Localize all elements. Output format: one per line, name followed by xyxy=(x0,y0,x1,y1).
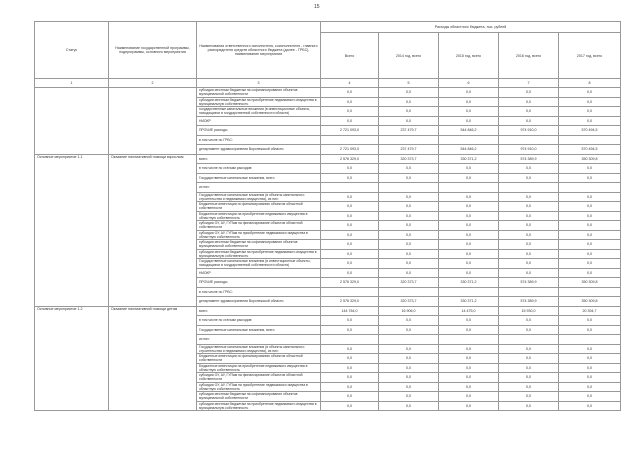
value-cell: 0,0 xyxy=(321,221,379,231)
value-cell: 0,0 xyxy=(321,249,379,259)
status-cell: Основное мероприятие 1.1 xyxy=(35,154,109,306)
value-cell: 574 389,9 xyxy=(499,154,559,164)
value-cell: 974 910,0 xyxy=(499,145,559,155)
row-label: субсидии местным бюджетам на софинансирование объектов муниципальной собственности xyxy=(197,392,321,402)
col-number: 1 xyxy=(35,79,109,88)
value-cell: 574 389,9 xyxy=(499,278,559,288)
value-cell: 0,0 xyxy=(439,392,499,402)
value-cell: 0,0 xyxy=(321,192,379,202)
value-cell: 0,0 xyxy=(379,240,439,250)
value-cell: 0,0 xyxy=(439,211,499,221)
row-label: в том числе по ГРБС: xyxy=(197,287,321,297)
value-cell: 0,0 xyxy=(499,249,559,259)
value-cell: 0,0 xyxy=(559,373,621,383)
header-year-2017: 2017 год, всего xyxy=(559,33,621,79)
value-cell: 0,0 xyxy=(379,316,439,326)
row-label: Бюджетные инвестиции по финансированию объектов областной собственности xyxy=(197,354,321,364)
value-cell: 0,0 xyxy=(379,173,439,183)
value-cell: 0,0 xyxy=(321,373,379,383)
value-cell: 0,0 xyxy=(321,354,379,364)
row-label: Государственные капитальные вложения (в объекты капитального строительства и недвижимого имущества), из них: xyxy=(197,192,321,202)
value-cell xyxy=(499,335,559,345)
header-year-2016: 2016 год, всего xyxy=(499,33,559,79)
value-cell: 0,0 xyxy=(321,268,379,278)
status-cell xyxy=(35,88,109,155)
value-cell: 0,0 xyxy=(559,249,621,259)
value-cell: 0,0 xyxy=(379,373,439,383)
value-cell: 0,0 xyxy=(559,88,621,98)
value-cell xyxy=(321,135,379,145)
value-cell: 544 846,2 xyxy=(439,126,499,136)
value-cell: 0,0 xyxy=(439,363,499,373)
value-cell: 0,0 xyxy=(499,230,559,240)
row-label: всего xyxy=(197,154,321,164)
value-cell: 0,0 xyxy=(379,392,439,402)
program-cell: Оказание паллиативной помощи взрослым xyxy=(109,154,197,306)
row-label: департамент здравоохранения Воронежской области xyxy=(197,145,321,155)
value-cell: 0,0 xyxy=(499,164,559,174)
value-cell: 0,0 xyxy=(559,259,621,269)
value-cell xyxy=(379,183,439,193)
value-cell: 350 309,8 xyxy=(559,278,621,288)
value-cell: 0,0 xyxy=(321,173,379,183)
row-label: НИОКР xyxy=(197,116,321,126)
value-cell: 0,0 xyxy=(559,316,621,326)
value-cell: 0,0 xyxy=(559,382,621,392)
value-cell: 0,0 xyxy=(439,107,499,117)
value-cell: 0,0 xyxy=(379,164,439,174)
value-cell: 0,0 xyxy=(499,240,559,250)
row-label: Государственные капитальные вложения, всего xyxy=(197,325,321,335)
value-cell: 0,0 xyxy=(499,107,559,117)
value-cell xyxy=(499,287,559,297)
status-cell: Основное мероприятие 1.2 xyxy=(35,306,109,411)
value-cell: 570 494,5 xyxy=(559,145,621,155)
row-label: субсидии ОУ, АУ, ГУПам на финансирование объектов областной собственности xyxy=(197,221,321,231)
value-cell: 0,0 xyxy=(321,164,379,174)
value-cell xyxy=(439,135,499,145)
page-number: 15 xyxy=(314,4,320,10)
table-row xyxy=(35,88,621,98)
value-cell: 330 371,2 xyxy=(439,297,499,307)
value-cell: 0,0 xyxy=(321,316,379,326)
row-label: НИОКР xyxy=(197,268,321,278)
value-cell: 0,0 xyxy=(559,116,621,126)
value-cell: 0,0 xyxy=(321,392,379,402)
value-cell xyxy=(559,287,621,297)
value-cell: 14 475,0 xyxy=(439,306,499,316)
col-number: 8 xyxy=(559,79,621,88)
value-cell: 144 764,0 xyxy=(321,306,379,316)
col-number: 3 xyxy=(197,79,321,88)
value-cell: 0,0 xyxy=(559,240,621,250)
value-cell: 330 371,2 xyxy=(439,154,499,164)
value-cell: 0,0 xyxy=(499,173,559,183)
value-cell: 320 373,7 xyxy=(379,278,439,288)
row-label: Бюджетные инвестиции на приобретение недвижимого имущества в областную собственность xyxy=(197,363,321,373)
value-cell: 0,0 xyxy=(321,240,379,250)
value-cell: 0,0 xyxy=(499,211,559,221)
value-cell: 0,0 xyxy=(321,202,379,212)
row-label: Бюджетные инвестиции на приобретение недвижимого имущества в областную собственность xyxy=(197,211,321,221)
value-cell: 0,0 xyxy=(499,354,559,364)
col-number: 6 xyxy=(439,79,499,88)
value-cell xyxy=(321,335,379,345)
value-cell: 0,0 xyxy=(379,259,439,269)
value-cell: 0,0 xyxy=(321,116,379,126)
budget-table-sheet xyxy=(34,21,620,411)
row-label: Бюджетные инвестиции по финансированию объектов областной собственности xyxy=(197,202,321,212)
value-cell xyxy=(559,335,621,345)
value-cell xyxy=(321,183,379,193)
value-cell: 0,0 xyxy=(321,259,379,269)
value-cell: 0,0 xyxy=(439,116,499,126)
value-cell: 0,0 xyxy=(499,97,559,107)
value-cell: 0,0 xyxy=(379,202,439,212)
value-cell: 15 930,0 xyxy=(499,306,559,316)
col-number: 7 xyxy=(499,79,559,88)
row-label: Государственные капитальные вложения, всего xyxy=(197,173,321,183)
row-label: ПРОЧИЕ расходы xyxy=(197,278,321,288)
value-cell: 0,0 xyxy=(499,268,559,278)
value-cell: 0,0 xyxy=(559,363,621,373)
budget-table xyxy=(34,21,621,411)
value-cell: 320 373,7 xyxy=(379,297,439,307)
value-cell: 2 576 329,0 xyxy=(321,278,379,288)
value-cell: 574 389,9 xyxy=(499,297,559,307)
value-cell: 0,0 xyxy=(559,268,621,278)
value-cell: 0,0 xyxy=(379,354,439,364)
value-cell: 0,0 xyxy=(321,88,379,98)
value-cell: 0,0 xyxy=(559,392,621,402)
header-budget-group: Расходы областного бюджета, тыс. рублей xyxy=(321,22,621,33)
table-body xyxy=(35,88,621,411)
row-label: в том числе по статьям расходов: xyxy=(197,164,321,174)
value-cell: 0,0 xyxy=(439,344,499,354)
value-cell: 0,0 xyxy=(379,363,439,373)
value-cell xyxy=(499,135,559,145)
value-cell: 0,0 xyxy=(499,192,559,202)
value-cell: 0,0 xyxy=(499,88,559,98)
value-cell: 16 906,0 xyxy=(379,306,439,316)
value-cell: 0,0 xyxy=(499,221,559,231)
value-cell: 0,0 xyxy=(499,316,559,326)
value-cell: 0,0 xyxy=(439,316,499,326)
value-cell: 0,0 xyxy=(499,363,559,373)
value-cell: 0,0 xyxy=(439,401,499,411)
value-cell xyxy=(321,287,379,297)
value-cell: 0,0 xyxy=(439,259,499,269)
value-cell: 544 846,2 xyxy=(439,145,499,155)
value-cell xyxy=(439,335,499,345)
value-cell: 330 371,2 xyxy=(439,278,499,288)
value-cell xyxy=(559,183,621,193)
row-label: ПРОЧИЕ расходы xyxy=(197,126,321,136)
value-cell: 0,0 xyxy=(321,382,379,392)
row-label: департамент здравоохранения Воронежской области xyxy=(197,297,321,307)
value-cell: 0,0 xyxy=(321,363,379,373)
value-cell: 0,0 xyxy=(559,401,621,411)
value-cell: 0,0 xyxy=(559,97,621,107)
value-cell: 0,0 xyxy=(439,202,499,212)
value-cell: 0,0 xyxy=(379,249,439,259)
value-cell: 20 394,7 xyxy=(559,306,621,316)
value-cell: 0,0 xyxy=(321,230,379,240)
value-cell: 570 494,5 xyxy=(559,126,621,136)
header-year-2015: 2015 год, всего xyxy=(439,33,499,79)
col-number: 5 xyxy=(379,79,439,88)
row-label: государственные капитальные вложения (в инвестиционные объекты, находящиеся в государственной собственности области) xyxy=(197,107,321,117)
value-cell: 0,0 xyxy=(439,164,499,174)
value-cell: 350 309,8 xyxy=(559,154,621,164)
row-label: Государственные капитальные вложения (в инвестиционные объекты, находящиеся в государственной собственности области) xyxy=(197,259,321,269)
header-year-2014: 2014 год, всего xyxy=(379,33,439,79)
value-cell: 0,0 xyxy=(499,202,559,212)
value-cell: 0,0 xyxy=(379,325,439,335)
value-cell: 0,0 xyxy=(559,344,621,354)
col-number: 4 xyxy=(321,79,379,88)
value-cell: 0,0 xyxy=(379,211,439,221)
row-label: всего xyxy=(197,306,321,316)
value-cell: 0,0 xyxy=(379,401,439,411)
row-label: в том числе по ГРБС: xyxy=(197,135,321,145)
row-label: в том числе по статьям расходов: xyxy=(197,316,321,326)
value-cell: 0,0 xyxy=(559,164,621,174)
row-label: субсидии ОУ, АУ, ГУПам на приобретение недвижимого имущества в областную собственность xyxy=(197,230,321,240)
row-label: субсидии местным бюджетам на софинансирование объектов муниципальной собственности xyxy=(197,240,321,250)
row-label: субсидии ОУ, АУ, ГУПам на приобретение недвижимого имущества в областную собственность xyxy=(197,382,321,392)
value-cell: 0,0 xyxy=(321,325,379,335)
value-cell: 0,0 xyxy=(559,107,621,117)
value-cell: 0,0 xyxy=(439,88,499,98)
value-cell: 0,0 xyxy=(559,325,621,335)
value-cell xyxy=(379,287,439,297)
value-cell: 0,0 xyxy=(499,344,559,354)
value-cell: 0,0 xyxy=(379,192,439,202)
row-label: субсидии местным бюджетам на приобретение недвижимого имущества в муниципальную собственность xyxy=(197,249,321,259)
value-cell: 0,0 xyxy=(379,97,439,107)
header-total: Всего xyxy=(321,33,379,79)
value-cell: 0,0 xyxy=(499,401,559,411)
value-cell: 0,0 xyxy=(439,354,499,364)
value-cell xyxy=(559,135,621,145)
value-cell: 0,0 xyxy=(379,116,439,126)
header-program: Наименование государственной программы, подпрограммы, основного мероприятия xyxy=(109,22,197,79)
value-cell xyxy=(499,183,559,193)
value-cell: 0,0 xyxy=(559,173,621,183)
value-cell: 2 576 329,0 xyxy=(321,154,379,164)
value-cell: 2 721 093,0 xyxy=(321,126,379,136)
value-cell: 0,0 xyxy=(321,401,379,411)
value-cell: 0,0 xyxy=(439,97,499,107)
value-cell: 0,0 xyxy=(439,192,499,202)
value-cell: 0,0 xyxy=(321,97,379,107)
value-cell xyxy=(439,287,499,297)
value-cell: 0,0 xyxy=(439,240,499,250)
row-label: субсидии ОУ, АУ, ГУПам на финансирование объектов областной собственности xyxy=(197,373,321,383)
value-cell: 0,0 xyxy=(379,268,439,278)
row-label: из них: xyxy=(197,335,321,345)
header-source: Наименования ответственного исполнителя, соисполнителя - главного распорядителя средств областного бюджета (далее - ГРБС), наименование мероприятия xyxy=(197,22,321,79)
value-cell: 0,0 xyxy=(439,249,499,259)
value-cell: 0,0 xyxy=(379,221,439,231)
value-cell xyxy=(439,183,499,193)
value-cell: 0,0 xyxy=(499,382,559,392)
value-cell: 974 910,0 xyxy=(499,126,559,136)
table-row xyxy=(35,306,621,316)
value-cell xyxy=(379,335,439,345)
table-row xyxy=(35,154,621,164)
value-cell: 0,0 xyxy=(321,344,379,354)
value-cell: 0,0 xyxy=(379,230,439,240)
value-cell: 0,0 xyxy=(559,211,621,221)
value-cell: 0,0 xyxy=(439,230,499,240)
value-cell: 0,0 xyxy=(499,392,559,402)
value-cell: 0,0 xyxy=(559,354,621,364)
row-label: из них: xyxy=(197,183,321,193)
value-cell: 0,0 xyxy=(439,221,499,231)
value-cell: 0,0 xyxy=(379,107,439,117)
row-label: субсидии местным бюджетам на приобретение недвижимого имущества в муниципальную собственность xyxy=(197,401,321,411)
value-cell: 0,0 xyxy=(499,373,559,383)
row-label: Государственные капитальные вложения (в объекты капитального строительства и недвижимого имущества), из них: xyxy=(197,344,321,354)
value-cell: 0,0 xyxy=(379,88,439,98)
value-cell: 0,0 xyxy=(439,382,499,392)
value-cell: 0,0 xyxy=(559,221,621,231)
header-status: Статус xyxy=(35,22,109,79)
value-cell: 320 373,7 xyxy=(379,154,439,164)
value-cell: 0,0 xyxy=(379,382,439,392)
value-cell: 237 479,7 xyxy=(379,126,439,136)
value-cell: 0,0 xyxy=(439,373,499,383)
value-cell: 2 721 093,0 xyxy=(321,145,379,155)
program-cell: Оказание паллиативной помощи детям xyxy=(109,306,197,411)
value-cell: 0,0 xyxy=(379,344,439,354)
value-cell: 2 576 329,0 xyxy=(321,297,379,307)
value-cell: 0,0 xyxy=(559,202,621,212)
value-cell: 0,0 xyxy=(559,230,621,240)
value-cell xyxy=(379,135,439,145)
value-cell: 0,0 xyxy=(321,211,379,221)
value-cell: 0,0 xyxy=(321,107,379,117)
program-cell xyxy=(109,88,197,155)
value-cell: 0,0 xyxy=(499,259,559,269)
value-cell: 350 309,8 xyxy=(559,297,621,307)
row-label: субсидии местным бюджетам на приобретение недвижимого имущества в муниципальную собственность xyxy=(197,97,321,107)
value-cell: 237 479,7 xyxy=(379,145,439,155)
value-cell: 0,0 xyxy=(439,325,499,335)
value-cell: 0,0 xyxy=(439,173,499,183)
value-cell: 0,0 xyxy=(499,325,559,335)
value-cell: 0,0 xyxy=(559,192,621,202)
col-number: 2 xyxy=(109,79,197,88)
value-cell: 0,0 xyxy=(439,268,499,278)
value-cell: 0,0 xyxy=(499,116,559,126)
row-label: субсидии местным бюджетам на софинансирование объектов муниципальной собственности xyxy=(197,88,321,98)
